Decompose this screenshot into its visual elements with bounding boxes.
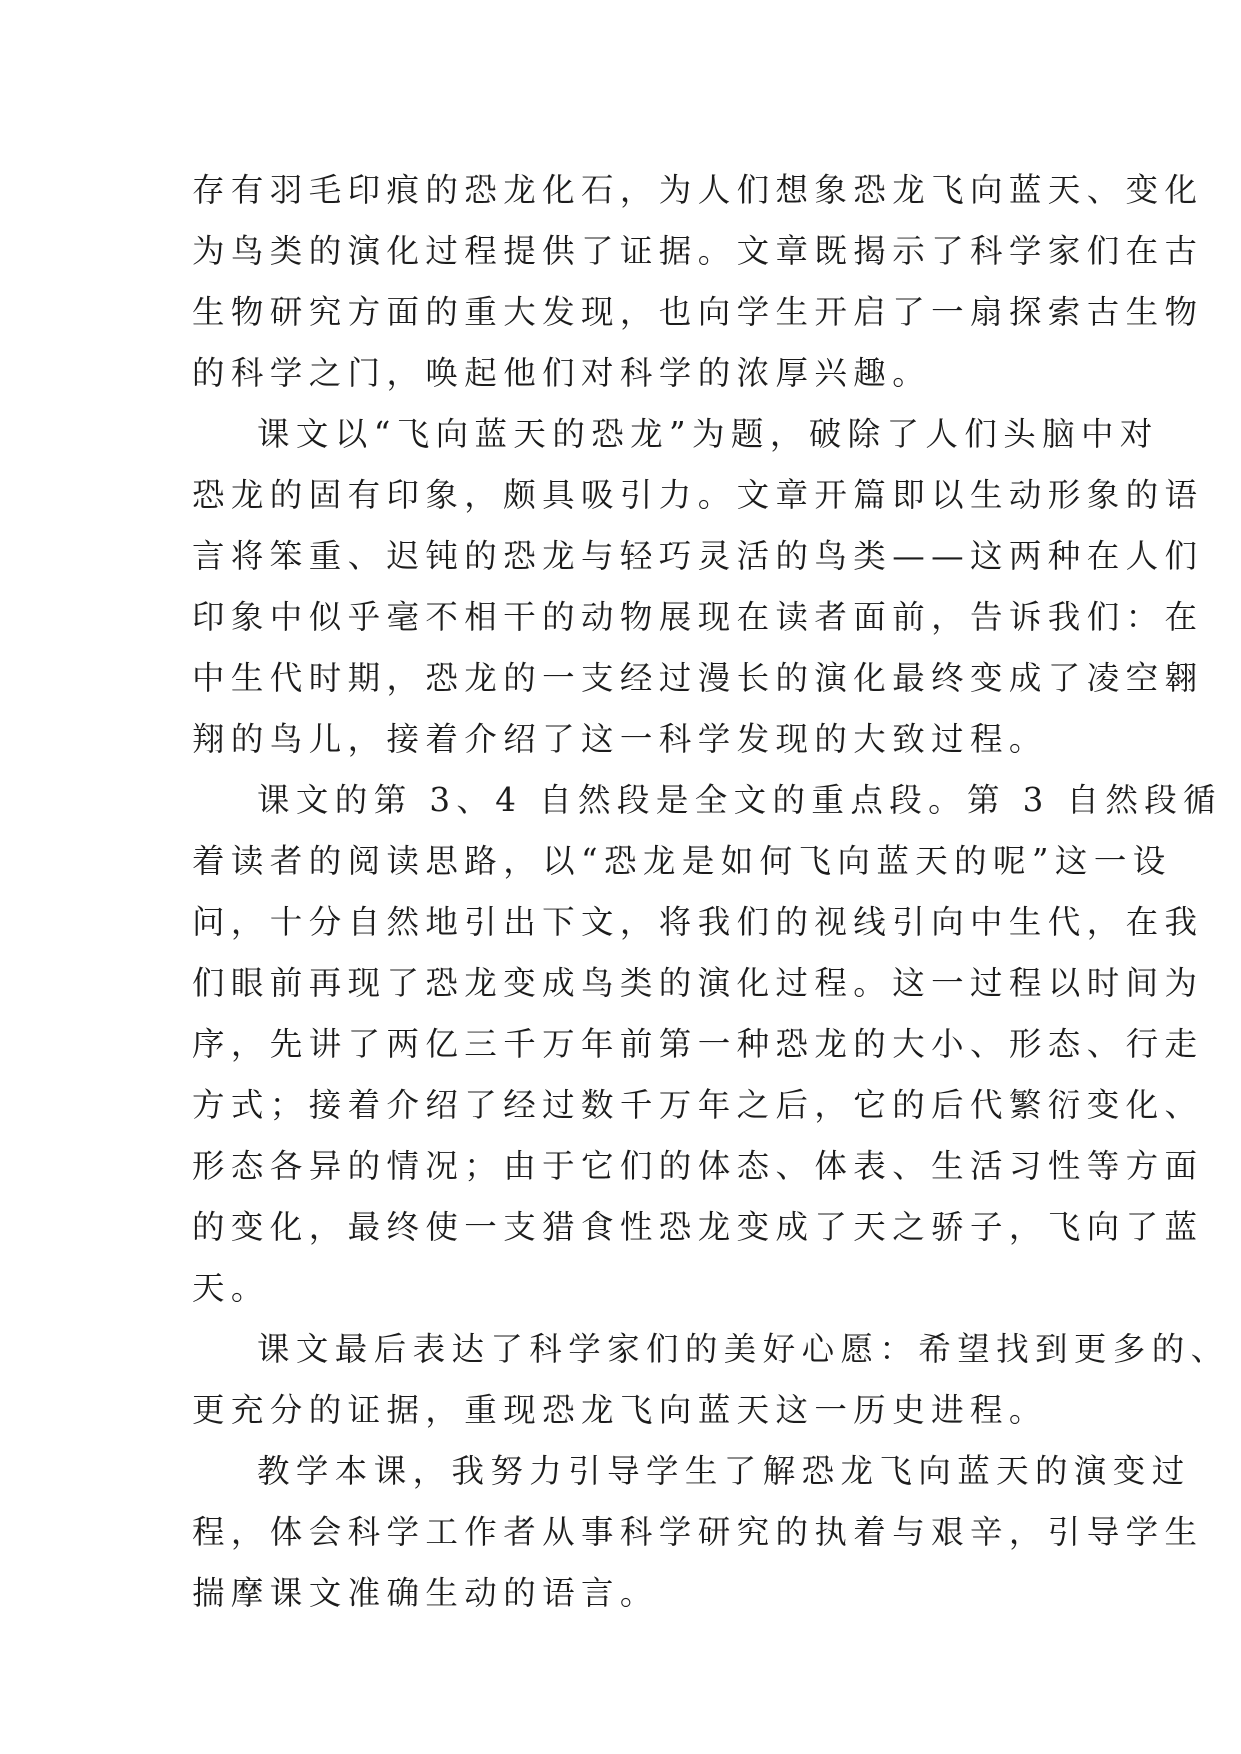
paragraph-line: 形态各异的情况；由于它们的体态、体表、生活习性等方面 xyxy=(192,1147,1204,1185)
paragraph-line: 序，先讲了两亿三千万年前第一种恐龙的大小、形态、行走 xyxy=(192,1025,1204,1063)
paragraph-1 xyxy=(192,160,1204,404)
paragraph-line: 课文以“飞向蓝天的恐龙”为题，破除了人们头脑中对 xyxy=(257,415,1159,453)
paragraph-line: 着读者的阅读思路，以“恐龙是如何飞向蓝天的呢”这一设 xyxy=(192,842,1172,880)
paragraph-line: 更充分的证据，重现恐龙飞向蓝天这一历史进程。 xyxy=(192,1391,1048,1429)
paragraph-line: 程，体会科学工作者从事科学研究的执着与艰辛，引导学生 xyxy=(192,1513,1204,1551)
paragraph-line: 中生代时期，恐龙的一支经过漫长的演化最终变成了凌空翱 xyxy=(192,659,1204,697)
paragraph-line: 为鸟类的演化过程提供了证据。文章既揭示了科学家们在古 xyxy=(192,232,1204,270)
paragraph-line: 存有羽毛印痕的恐龙化石，为人们想象恐龙飞向蓝天、变化 xyxy=(192,171,1204,209)
document-body xyxy=(192,160,1230,1624)
paragraph-5 xyxy=(192,1441,1204,1624)
paragraph-line: 恐龙的固有印象，颇具吸引力。文章开篇即以生动形象的语 xyxy=(192,476,1204,514)
paragraph-line: 教学本课，我努力引导学生了解恐龙飞向蓝天的演变过 xyxy=(257,1452,1191,1490)
paragraph-line: 翔的鸟儿，接着介绍了这一科学发现的大致过程。 xyxy=(192,720,1048,758)
paragraph-line: 言将笨重、迟钝的恐龙与轻巧灵活的鸟类——这两种在人们 xyxy=(192,537,1204,575)
paragraph-3 xyxy=(192,770,1223,1319)
paragraph-line: 揣摩课文准确生动的语言。 xyxy=(192,1574,659,1612)
paragraph-line: 的变化，最终使一支猎食性恐龙变成了天之骄子，飞向了蓝 xyxy=(192,1208,1204,1246)
paragraph-2 xyxy=(192,404,1204,770)
paragraph-line: 的科学之门，唤起他们对科学的浓厚兴趣。 xyxy=(192,354,932,392)
paragraph-line: 课文最后表达了科学家们的美好心愿：希望找到更多的、 xyxy=(257,1330,1230,1368)
paragraph-line: 们眼前再现了恐龙变成鸟类的演化过程。这一过程以时间为 xyxy=(192,964,1204,1002)
paragraph-line: 课文的第 3、4 自然段是全文的重点段。第 3 自然段循 xyxy=(257,781,1223,819)
paragraph-line: 问，十分自然地引出下文，将我们的视线引向中生代，在我 xyxy=(192,903,1204,941)
paragraph-line: 天。 xyxy=(192,1269,270,1307)
paragraph-line: 方式；接着介绍了经过数千万年之后，它的后代繁衍变化、 xyxy=(192,1086,1204,1124)
paragraph-line: 生物研究方面的重大发现，也向学生开启了一扇探索古生物 xyxy=(192,293,1204,331)
paragraph-4 xyxy=(192,1319,1230,1441)
paragraph-line: 印象中似乎毫不相干的动物展现在读者面前，告诉我们：在 xyxy=(192,598,1204,636)
